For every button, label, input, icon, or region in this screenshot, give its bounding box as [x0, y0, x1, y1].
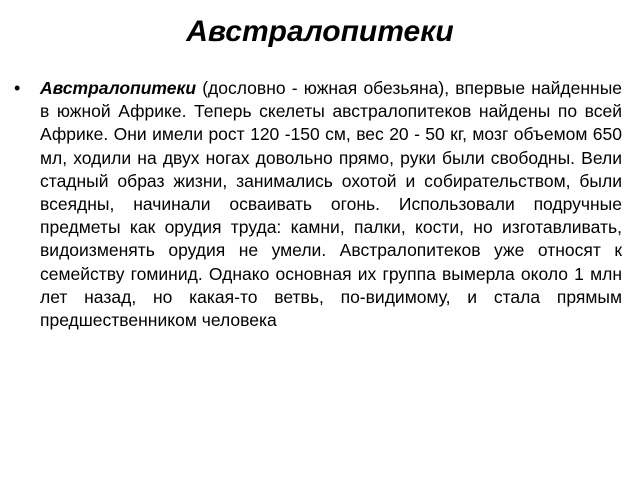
bullet-marker-icon: •: [14, 78, 21, 98]
bullet-item: [14, 77, 622, 332]
bullet-list: [14, 77, 622, 332]
bullet-body: (дословно - южная обезьяна), впервые найденные в южной Африке. Теперь скелеты австралопитеков найдены по всей Африке. Они имели рост 120 -150 см, вес 20 - 50 кг, мозг объемом 650 мл, ходили на двух ногах довольно прямо, руки были свободны. Вели стадный образ жизни, занимались охотой и собирательством, были всеядны, начинали осваивать огонь. Использовали подручные предметы как орудия труда: камни, палки, кости, но изготавливать, видоизменять орудия не умели. Австралопитеков уже относят к семейству гоминид. Однако основная их группа вымерла около 1 млн лет назад, но какая-то ветвь, по-видимому, и стала прямым предшественником человека: [40, 78, 622, 331]
bullet-text: [40, 77, 622, 332]
slide-title: Австралопитеки: [186, 15, 454, 48]
bullet-term: Австралопитеки: [40, 78, 197, 98]
